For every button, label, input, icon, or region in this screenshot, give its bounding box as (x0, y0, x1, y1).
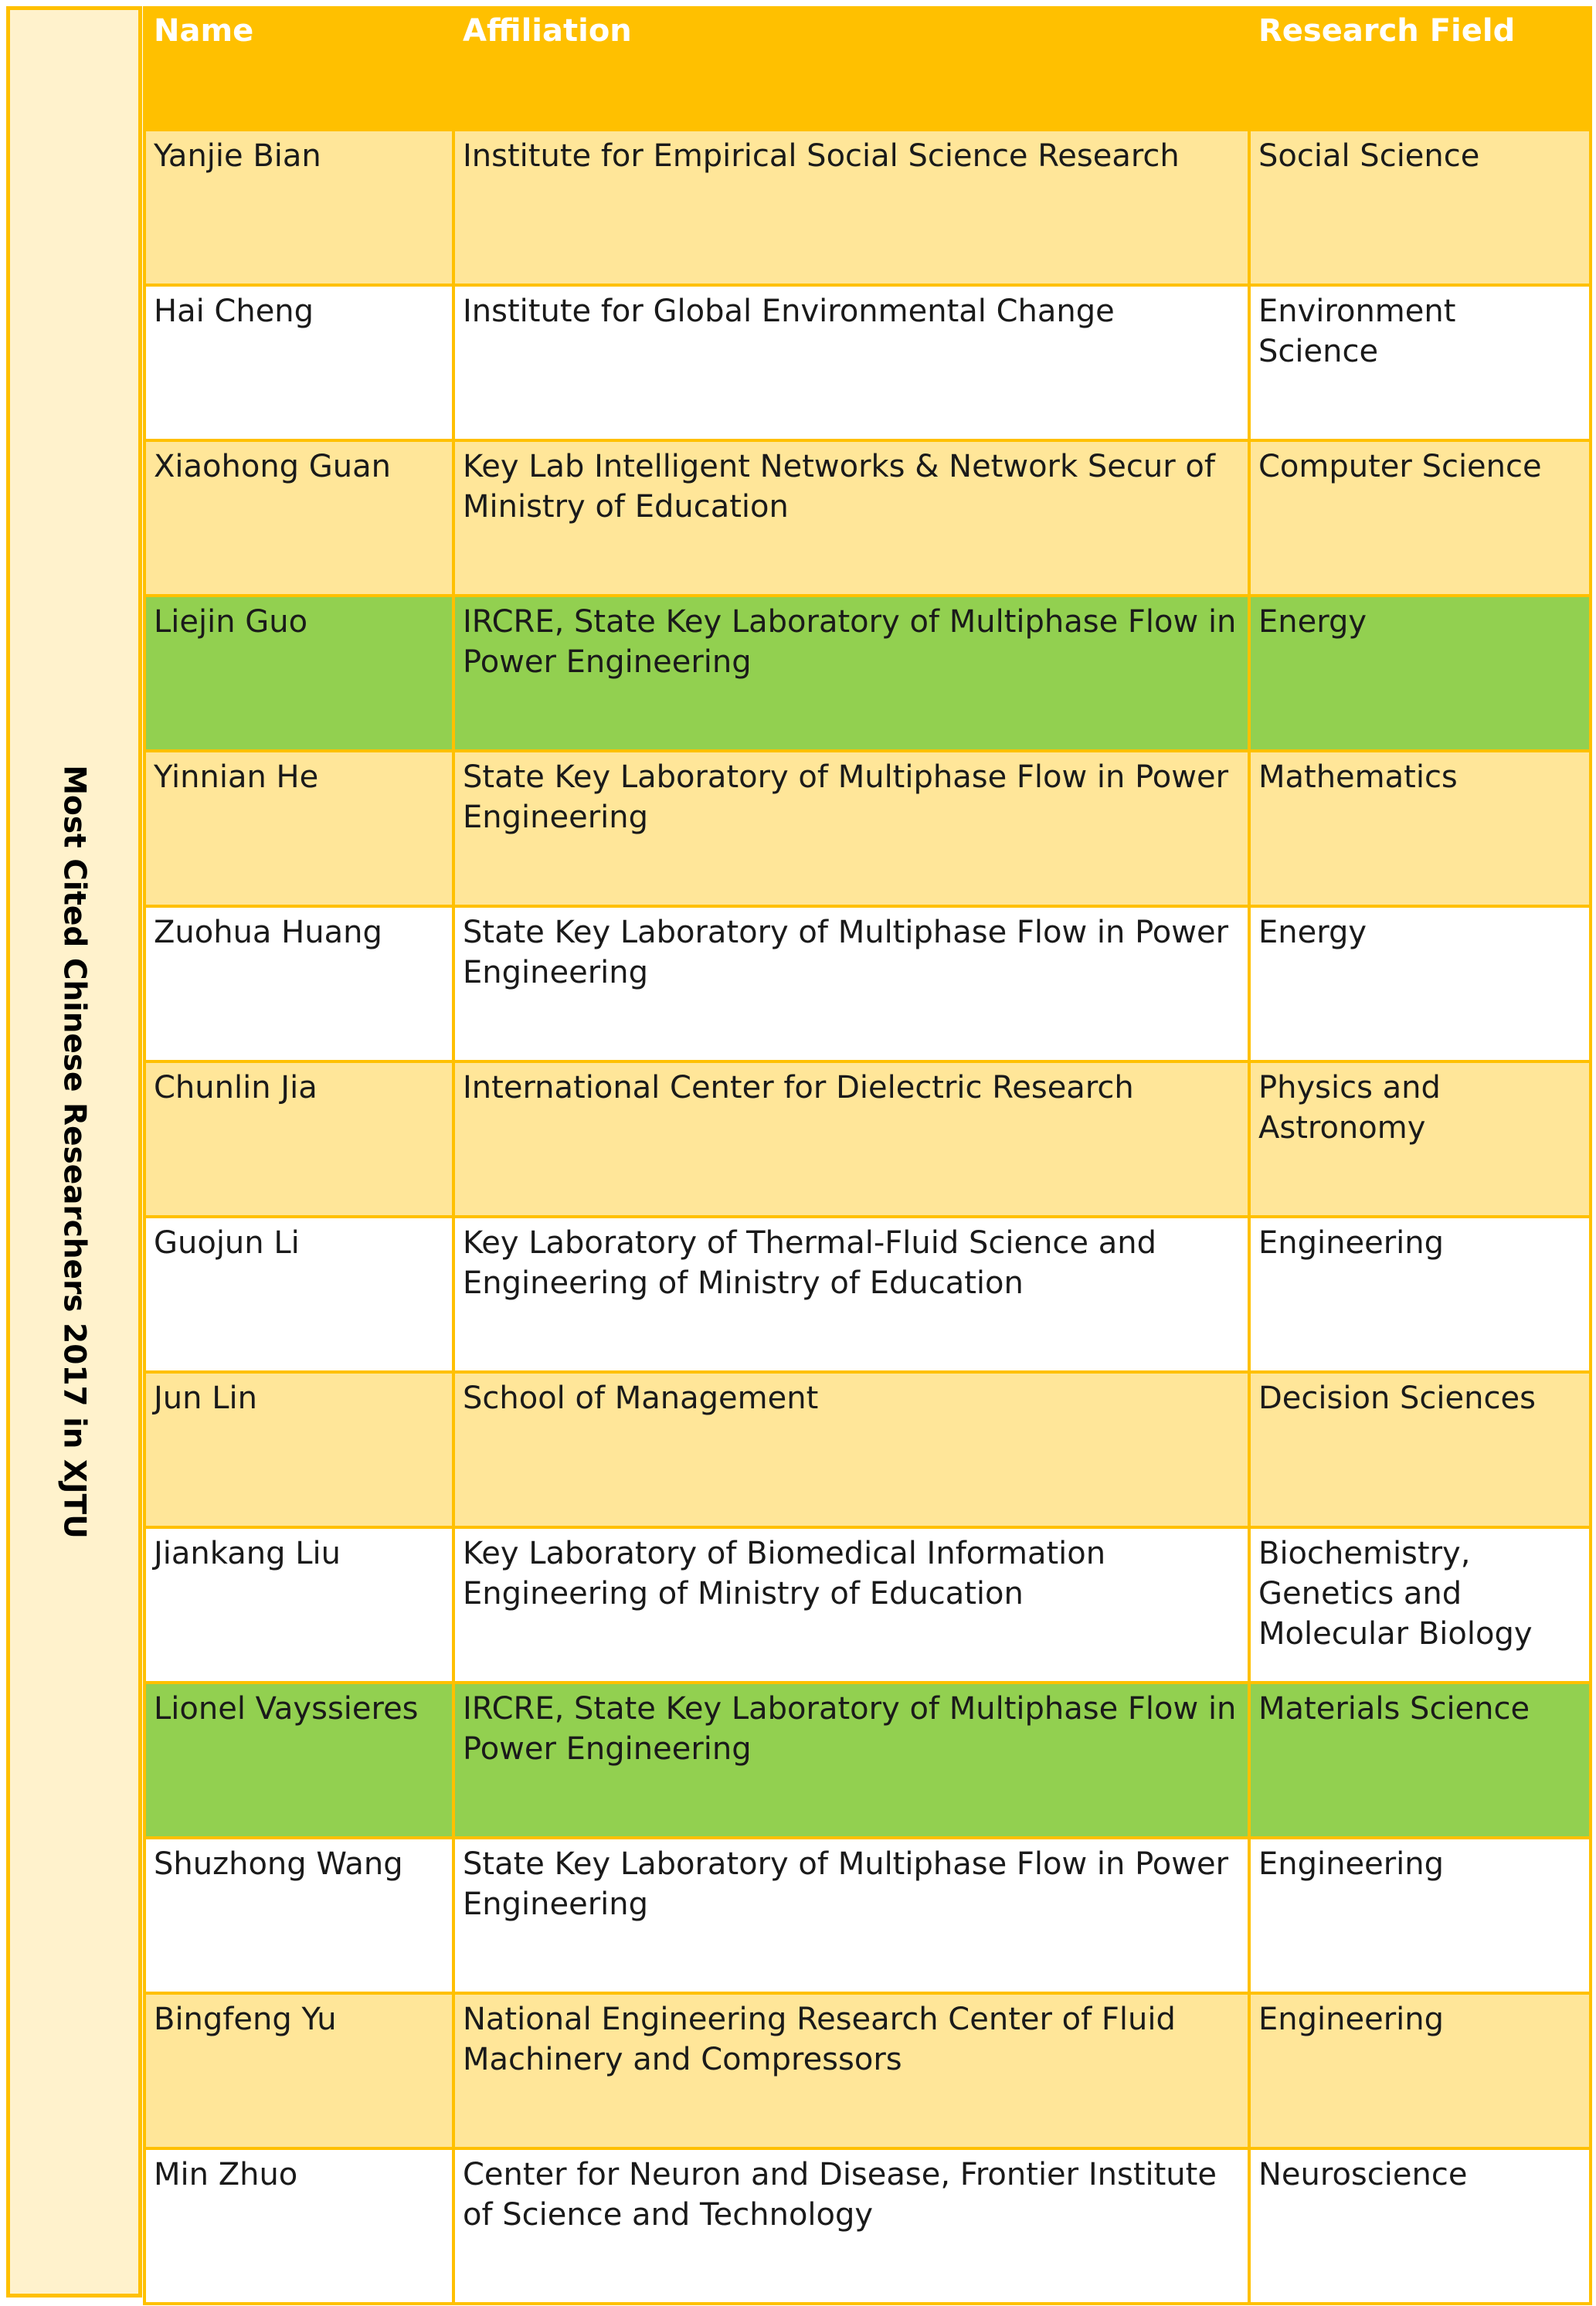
table-row (144, 285, 1591, 440)
cell-research-field: Social Science (1249, 130, 1591, 285)
table-body (144, 130, 1591, 2304)
table-row (144, 440, 1591, 596)
cell-name: Zuohua Huang (144, 906, 453, 1061)
cell-name: Guojun Li (144, 1217, 453, 1372)
cell-research-field: Materials Science (1249, 1683, 1591, 1838)
table-row (144, 1993, 1591, 2148)
cell-research-field: Neuroscience (1249, 2148, 1591, 2304)
cell-name: Min Zhuo (144, 2148, 453, 2304)
cell-affiliation: IRCRE, State Key Laboratory of Multiphase Flow in Power Engineering (453, 1683, 1249, 1838)
cell-research-field: Environment Science (1249, 285, 1591, 440)
cell-affiliation: School of Management (453, 1372, 1249, 1527)
cell-affiliation: Key Lab Intelligent Networks & Network Secur of Ministry of Education (453, 440, 1249, 596)
cell-name: Hai Cheng (144, 285, 453, 440)
table-row (144, 1838, 1591, 1993)
cell-name: Bingfeng Yu (144, 1993, 453, 2148)
cell-name: Lionel Vayssieres (144, 1683, 453, 1838)
cell-affiliation: Institute for Global Environmental Change (453, 285, 1249, 440)
cell-affiliation: State Key Laboratory of Multiphase Flow in Power Engineering (453, 1838, 1249, 1993)
cell-affiliation: Key Laboratory of Biomedical Information Engineering of Ministry of Education (453, 1527, 1249, 1683)
cell-research-field: Physics and Astronomy (1249, 1061, 1591, 1217)
table-row (144, 2148, 1591, 2304)
cell-research-field: Mathematics (1249, 751, 1591, 906)
cell-affiliation: International Center for Dielectric Research (453, 1061, 1249, 1217)
cell-research-field: Energy (1249, 596, 1591, 751)
header-affiliation: Affiliation (453, 8, 1249, 130)
header-row (144, 8, 1591, 130)
table-row (144, 1061, 1591, 1217)
cell-name: Yinnian He (144, 751, 453, 906)
cell-name: Jiankang Liu (144, 1527, 453, 1683)
cell-affiliation: State Key Laboratory of Multiphase Flow in Power Engineering (453, 751, 1249, 906)
cell-name: Xiaohong Guan (144, 440, 453, 596)
cell-affiliation: IRCRE, State Key Laboratory of Multiphase Flow in Power Engineering (453, 596, 1249, 751)
header-research-field: Research Field (1249, 8, 1591, 130)
cell-research-field: Engineering (1249, 1838, 1591, 1993)
cell-affiliation: National Engineering Research Center of Fluid Machinery and Compressors (453, 1993, 1249, 2148)
header-name: Name (144, 8, 453, 130)
table-row (144, 596, 1591, 751)
table-title: Most Cited Chinese Researchers 2017 in XJTU (56, 765, 92, 1539)
table-row (144, 1217, 1591, 1372)
table-row (144, 1372, 1591, 1527)
table-header (144, 8, 1591, 130)
table-row (144, 1683, 1591, 1838)
cell-name: Yanjie Bian (144, 130, 453, 285)
researchers-table (143, 6, 1592, 2305)
table-row (144, 130, 1591, 285)
cell-affiliation: Key Laboratory of Thermal-Fluid Science and Engineering of Ministry of Education (453, 1217, 1249, 1372)
table-row (144, 751, 1591, 906)
cell-research-field: Energy (1249, 906, 1591, 1061)
cell-research-field: Engineering (1249, 1993, 1591, 2148)
side-title-panel (6, 6, 142, 2298)
cell-name: Shuzhong Wang (144, 1838, 453, 1993)
cell-affiliation: State Key Laboratory of Multiphase Flow in Power Engineering (453, 906, 1249, 1061)
table-row (144, 1527, 1591, 1683)
cell-name: Jun Lin (144, 1372, 453, 1527)
cell-research-field: Biochemistry, Genetics and Molecular Biology (1249, 1527, 1591, 1683)
table-row (144, 906, 1591, 1061)
cell-name: Chunlin Jia (144, 1061, 453, 1217)
cell-research-field: Engineering (1249, 1217, 1591, 1372)
cell-research-field: Decision Sciences (1249, 1372, 1591, 1527)
cell-name: Liejin Guo (144, 596, 453, 751)
cell-research-field: Computer Science (1249, 440, 1591, 596)
cell-affiliation: Institute for Empirical Social Science Research (453, 130, 1249, 285)
cell-affiliation: Center for Neuron and Disease, Frontier Institute of Science and Technology (453, 2148, 1249, 2304)
